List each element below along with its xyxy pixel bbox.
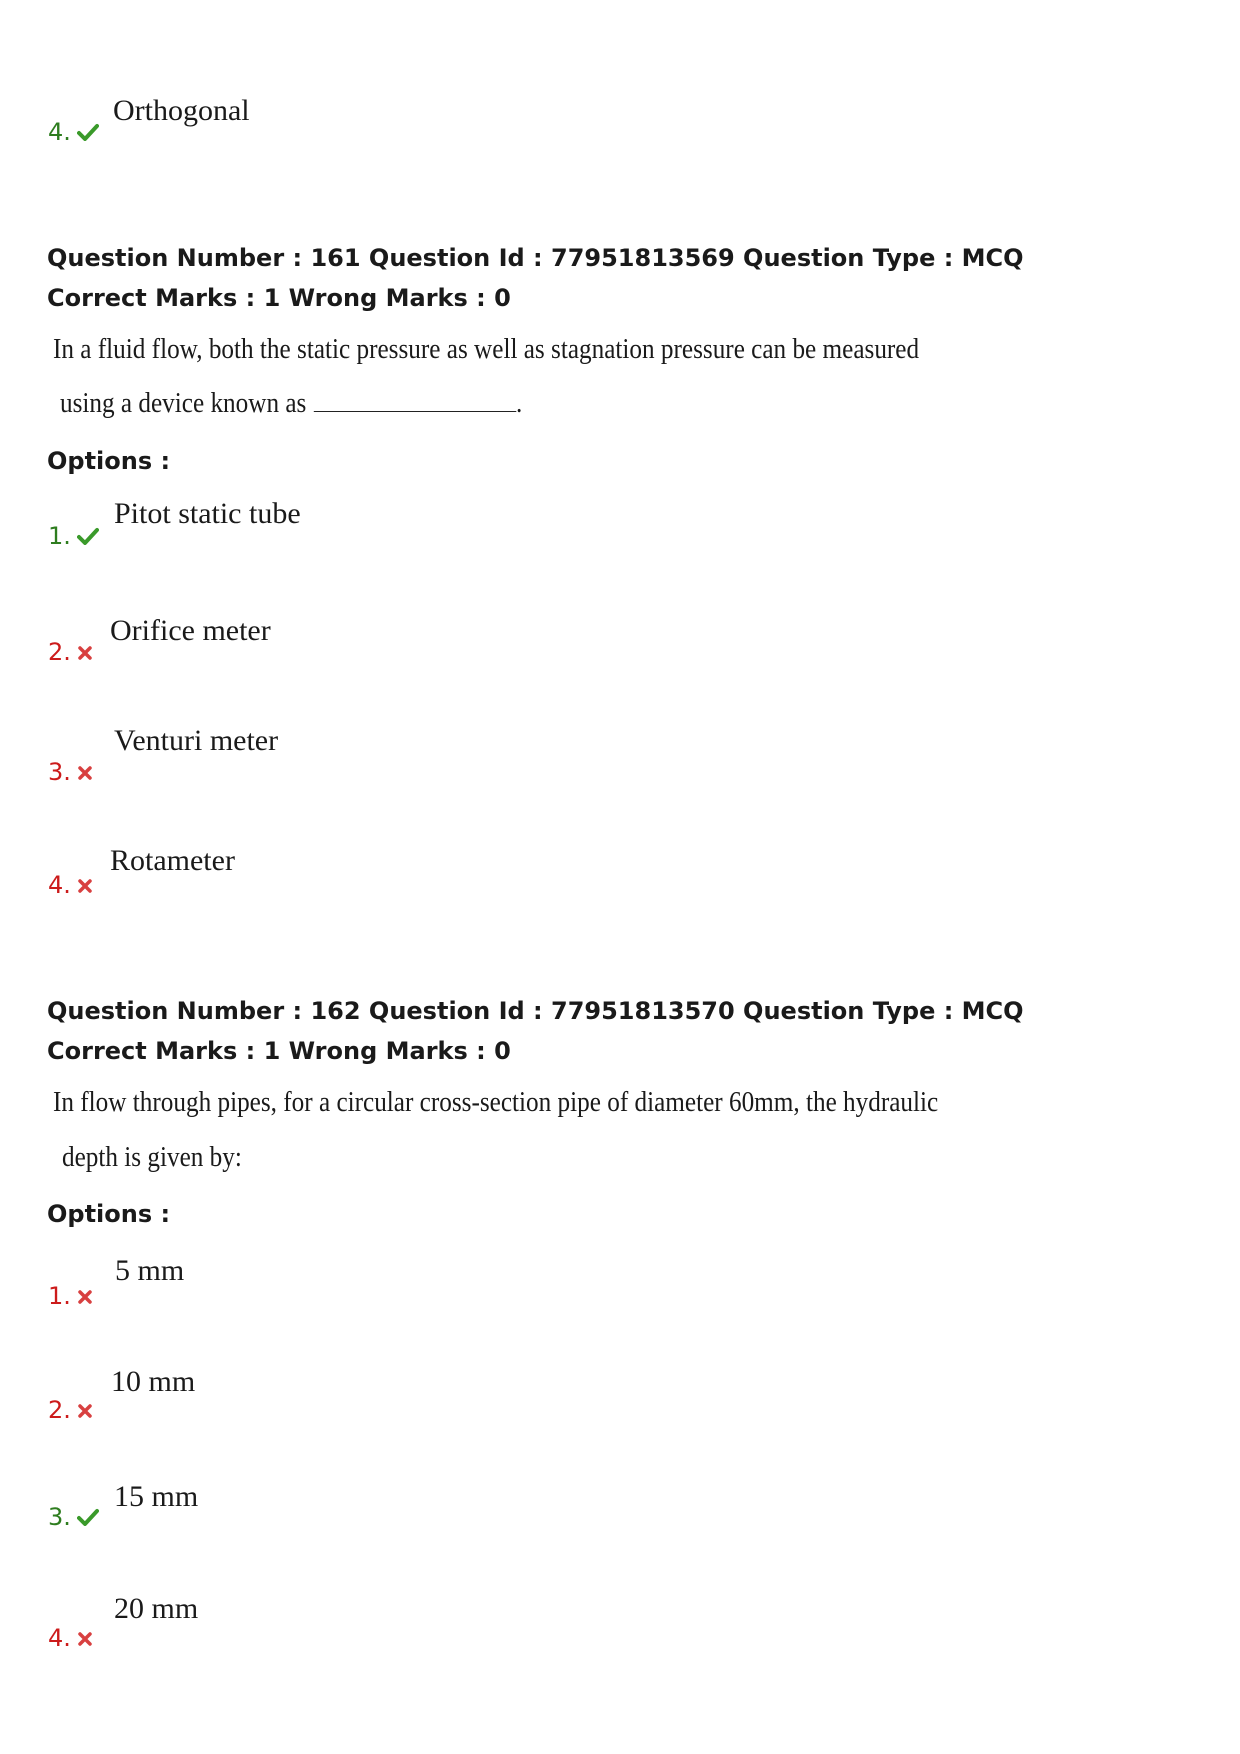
question-text: In flow through pipes, for a circular cross-section pipe of diameter 60mm, the hydraulic: [53, 1087, 939, 1118]
answer-blank: [314, 389, 517, 412]
cross-icon: [77, 1625, 93, 1653]
marks-header: Correct Marks : 1 Wrong Marks : 0: [47, 284, 511, 312]
check-icon: [77, 523, 99, 551]
options-label: Options :: [47, 1200, 171, 1228]
option-number: 3.: [48, 758, 93, 787]
options-label: Options :: [47, 447, 171, 475]
marks-header: Correct Marks : 1 Wrong Marks : 0: [47, 1037, 511, 1065]
question-header: Question Number : 162 Question Id : 77951813570 Question Type : MCQ: [47, 997, 1024, 1025]
option-text: 15 mm: [114, 1480, 199, 1513]
option-number: 4.: [48, 1624, 93, 1653]
option-number: 2.: [48, 1396, 93, 1425]
question-text: using a device known as .: [60, 388, 523, 419]
option-number: 3.: [48, 1503, 99, 1532]
option-number: 1.: [48, 1282, 93, 1311]
option-number: 4.: [48, 118, 99, 147]
cross-icon: [77, 1397, 93, 1425]
option-text: Orthogonal: [113, 94, 250, 127]
option-number: 2.: [48, 638, 93, 667]
cross-icon: [77, 872, 93, 900]
option-text: Venturi meter: [114, 724, 279, 757]
check-icon: [77, 119, 99, 147]
cross-icon: [77, 759, 93, 787]
cross-icon: [77, 1283, 93, 1311]
option-text: 5 mm: [115, 1254, 185, 1287]
option-text: 10 mm: [111, 1365, 196, 1398]
option-text: 20 mm: [114, 1592, 199, 1625]
option-number: 1.: [48, 522, 99, 551]
question-text: In a fluid flow, both the static pressure as well as stagnation pressure can be measured: [53, 334, 920, 365]
cross-icon: [77, 639, 93, 667]
question-header: Question Number : 161 Question Id : 77951813569 Question Type : MCQ: [47, 244, 1024, 272]
option-text: Pitot static tube: [114, 497, 301, 530]
option-number: 4.: [48, 871, 93, 900]
option-text: Orifice meter: [110, 614, 271, 647]
question-text: depth is given by:: [62, 1142, 242, 1173]
check-icon: [77, 1504, 99, 1532]
option-text: Rotameter: [110, 844, 235, 877]
